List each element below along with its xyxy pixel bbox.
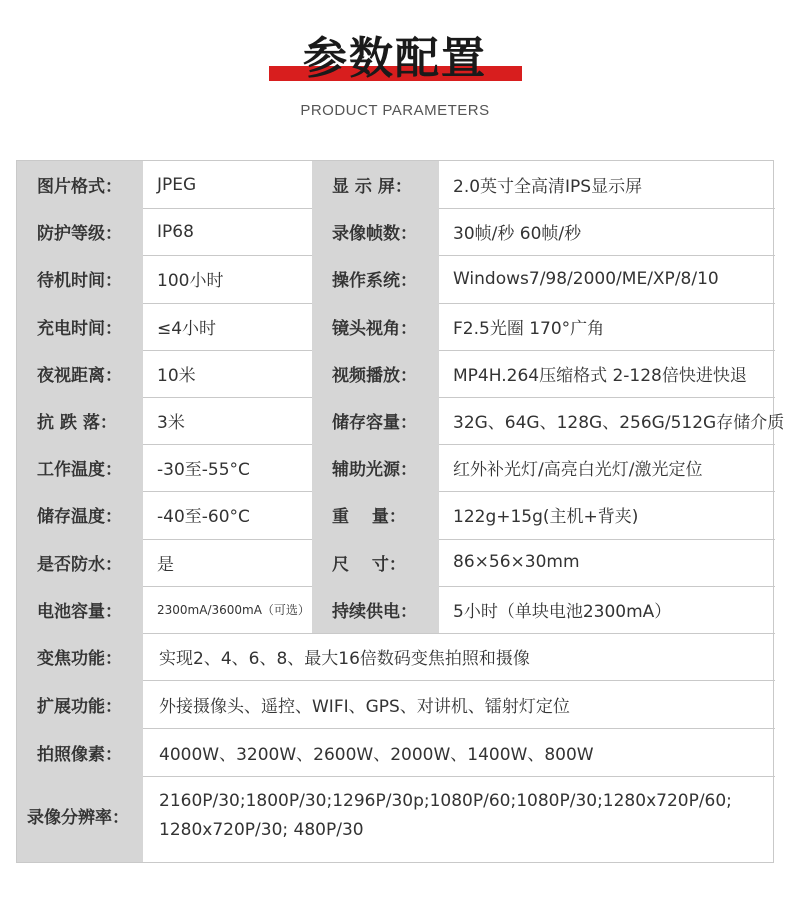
section-header xyxy=(0,0,790,130)
param-row-wide xyxy=(17,776,773,855)
param-label: 储存温度： xyxy=(37,507,122,528)
param-row xyxy=(17,350,773,397)
param-value: 122g+15g(主机+背夹) xyxy=(453,507,639,528)
param-value: 32G、64G、128G、256G/512G存储介质 xyxy=(453,413,785,434)
param-value: 外接摄像头、遥控、WIFI、GPS、对讲机、镭射灯定位 xyxy=(159,696,570,717)
param-value: 86×56×30mm xyxy=(453,552,580,573)
param-row-wide xyxy=(17,728,773,776)
param-value: 2.0英寸全高清IPS显示屏 xyxy=(453,177,643,198)
param-label: 充电时间： xyxy=(37,318,122,339)
param-value: -40至-60°C xyxy=(157,507,250,528)
param-row xyxy=(17,491,773,538)
param-value: ≤4小时 xyxy=(157,318,217,339)
param-row xyxy=(17,444,773,491)
param-label: 录像分辨率： xyxy=(27,808,129,828)
param-value: 红外补光灯/高亮白光灯/激光定位 xyxy=(453,460,703,481)
param-label: 电池容量： xyxy=(37,601,122,622)
param-label: 持续供电： xyxy=(332,601,417,622)
param-value: JPEG xyxy=(157,174,197,195)
param-row xyxy=(17,161,773,208)
param-row xyxy=(17,303,773,350)
param-label: 是否防水： xyxy=(37,554,122,575)
param-row-wide xyxy=(17,680,773,728)
param-row xyxy=(17,255,773,302)
param-value: 30帧/秒 60帧/秒 xyxy=(453,224,582,245)
param-label: 工作温度： xyxy=(37,460,122,481)
param-label: 夜视距离： xyxy=(37,365,122,386)
spec-table xyxy=(16,160,785,863)
param-label: 视频播放： xyxy=(332,365,417,386)
param-value: Windows7/98/2000/ME/XP/8/10 xyxy=(453,268,719,289)
param-label: 图片格式： xyxy=(37,177,122,198)
param-row xyxy=(17,397,785,444)
param-value: 100小时 xyxy=(157,271,224,292)
param-label: 辅助光源： xyxy=(332,460,417,481)
param-value: 实现2、4、6、8、最大16倍数码变焦拍照和摄像 xyxy=(159,649,530,669)
param-row xyxy=(17,586,773,633)
param-label: 待机时间： xyxy=(37,271,122,292)
param-value: 2300mA/3600mA（可选） xyxy=(157,602,310,617)
param-row-wide xyxy=(17,633,773,680)
param-value: 4000W、3200W、2600W、2000W、1400W、800W xyxy=(159,744,594,765)
param-value: MP4H.264压缩格式 2-128倍快进快退 xyxy=(453,365,747,386)
param-label: 镜头视角： xyxy=(332,318,417,339)
param-label: 抗 跌 落： xyxy=(37,413,117,434)
param-label: 显 示 屏： xyxy=(332,177,412,198)
param-value: -30至-55°C xyxy=(157,460,250,481)
param-label: 扩展功能： xyxy=(37,696,122,717)
param-label: 操作系统： xyxy=(332,271,417,292)
param-value: 5小时（单块电池2300mA） xyxy=(453,601,672,622)
param-value: 3米 xyxy=(157,413,185,434)
param-label: 变焦功能： xyxy=(37,649,122,669)
param-value: 10米 xyxy=(157,365,196,386)
param-value: F2.5光圈 170°广角 xyxy=(453,318,605,339)
param-value: 2160P/30;1800P/30;1296P/30p;1080P/60;1080P/30;1280x720P/60; 1280x720P/30; 480P/30 xyxy=(159,790,732,840)
param-value: 是 xyxy=(157,554,174,575)
param-label: 重 量： xyxy=(332,507,406,528)
param-row xyxy=(17,539,773,586)
param-label: 录像帧数： xyxy=(332,224,417,245)
page-subtitle: PRODUCT PARAMETERS xyxy=(300,102,490,119)
param-value: IP68 xyxy=(157,221,194,242)
param-label: 拍照像素： xyxy=(37,744,122,765)
param-label: 尺 寸： xyxy=(332,554,406,575)
param-label: 储存容量： xyxy=(332,413,417,434)
page-title: 参数配置 xyxy=(303,33,487,84)
param-label: 防护等级： xyxy=(37,224,122,245)
param-row xyxy=(17,208,773,255)
